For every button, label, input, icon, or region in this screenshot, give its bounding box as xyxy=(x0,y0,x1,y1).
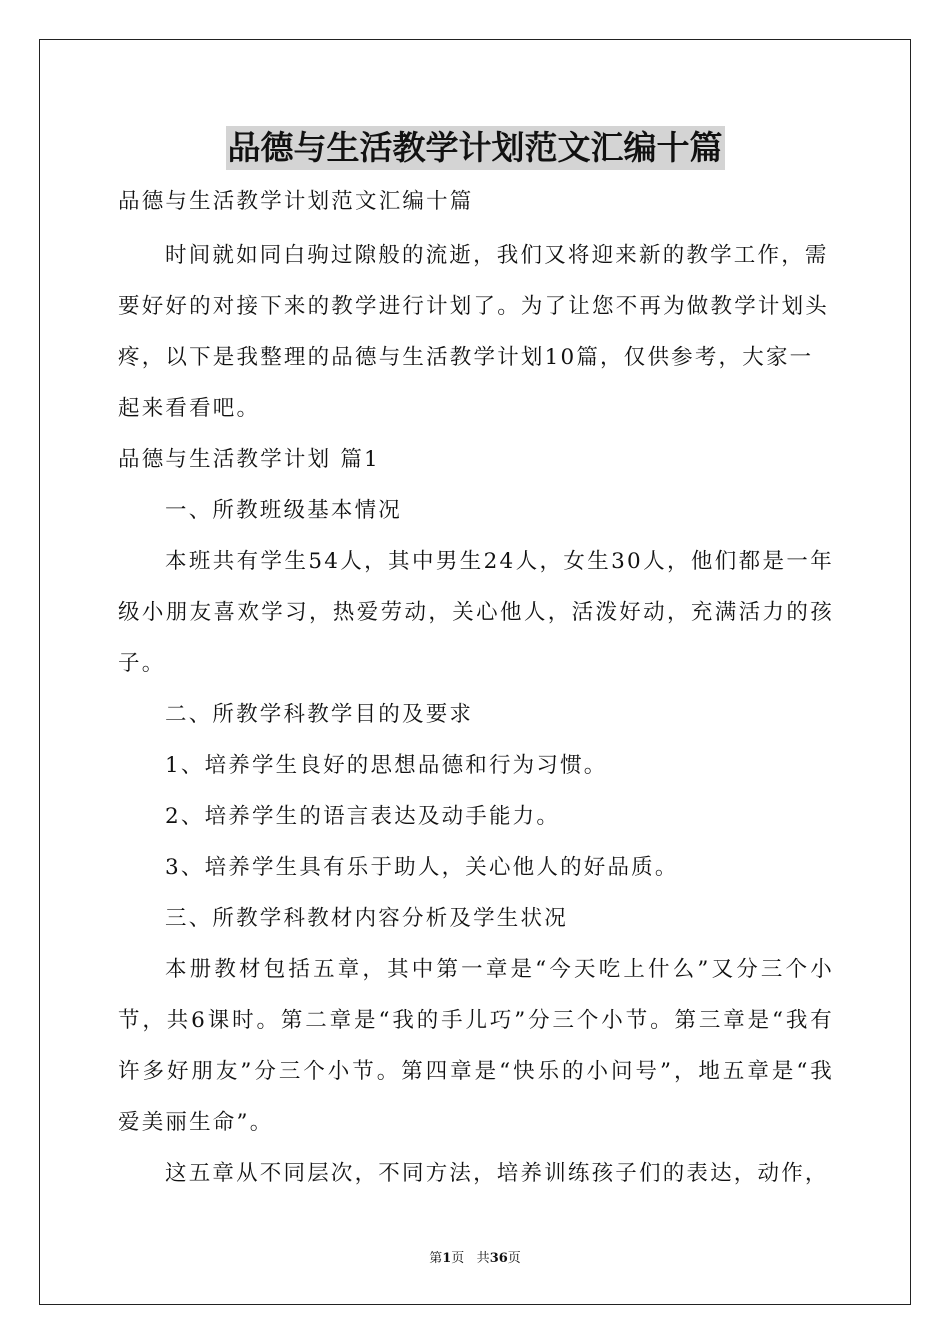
page-footer xyxy=(0,1247,950,1266)
document-subtitle: 品德与生活教学计划范文汇编十篇 xyxy=(118,189,474,214)
footer-total-suffix: 页 xyxy=(507,1251,521,1266)
goal-item-1: 1、培养学生良好的思想品德和行为习惯。 xyxy=(165,753,608,778)
title-container xyxy=(0,126,950,170)
paragraph-textbook-content: 本册教材包括五章，其中第一章是“今天吃上什么”又分三个小节，共6课时。第二章是“我的手儿巧”分三个小节。第三章是“我有许多好朋友”分三个小节。第四章是“快乐的小问号”，地五章是“我爱美丽生命”。 xyxy=(118,957,834,1135)
footer-page-suffix: 页 xyxy=(451,1251,465,1266)
section-heading: 品德与生活教学计划 篇1 xyxy=(118,447,380,472)
footer-page-number: 1 xyxy=(442,1251,452,1266)
footer-page-prefix: 第 xyxy=(429,1251,443,1266)
document-body xyxy=(118,180,834,1199)
heading-class-situation: 一、所教班级基本情况 xyxy=(165,498,403,523)
document-title: 品德与生活教学计划范文汇编十篇 xyxy=(226,126,725,170)
heading-teaching-goals: 二、所教学科教学目的及要求 xyxy=(165,702,474,727)
intro-paragraph: 时间就如同白驹过隙般的流逝，我们又将迎来新的教学工作，需要好好的对接下来的教学进行计划了。为了让您不再为做教学计划头疼，以下是我整理的品德与生活教学计划10篇，仅供参考，大家一起来看看吧。 xyxy=(118,243,830,421)
footer-total-pages: 36 xyxy=(489,1251,508,1266)
goal-item-2: 2、培养学生的语言表达及动手能力。 xyxy=(165,804,561,829)
heading-textbook-analysis: 三、所教学科教材内容分析及学生状况 xyxy=(165,906,568,931)
footer-total-prefix: 共 xyxy=(476,1251,490,1266)
paragraph-class-situation: 本班共有学生54人，其中男生24人，女生30人，他们都是一年级小朋友喜欢学习，热爱劳动，关心他人，活泼好动，充满活力的孩子。 xyxy=(118,549,834,676)
paragraph-training: 这五章从不同层次，不同方法，培养训练孩子们的表达，动作， xyxy=(165,1161,829,1186)
goal-item-3: 3、培养学生具有乐于助人，关心他人的好品质。 xyxy=(165,855,679,880)
